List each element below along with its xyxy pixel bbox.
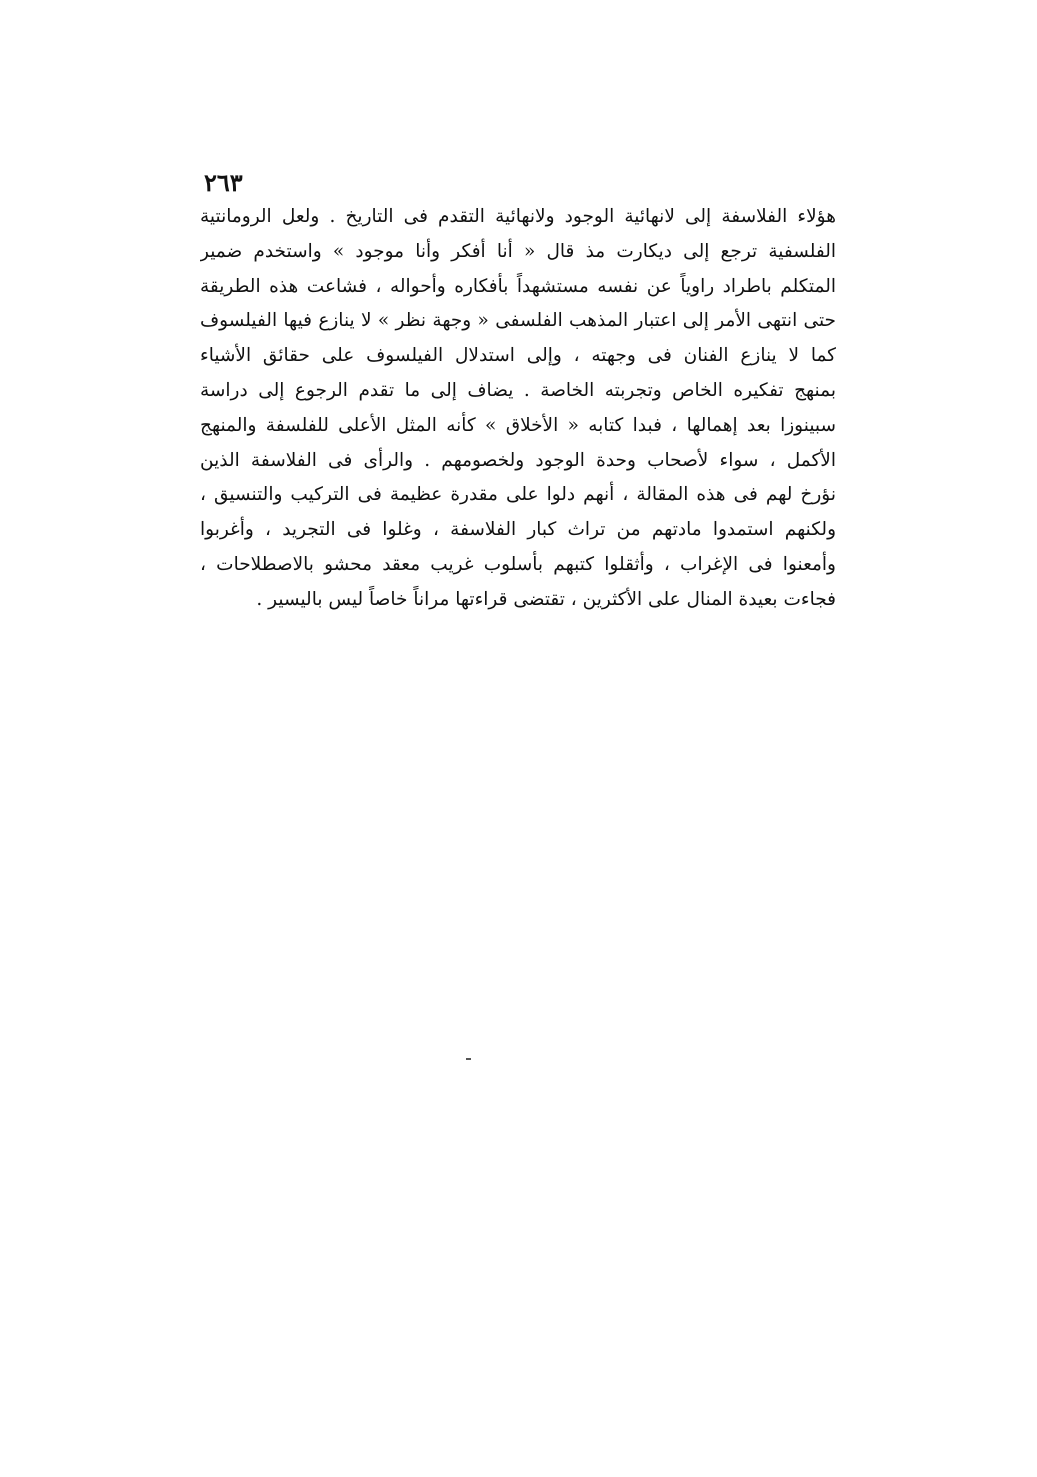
text-line: نؤرخ لهم فى هذه المقالة ، أنهم دلوا على مقدرة عظيمة فى التركيب والتنسيق ، [200,484,836,506]
text-line: فجاءت بعيدة المنال على الأكثرين ، تقتضى قراءتها مراناً خاصاً ليس باليسير . [256,588,836,610]
body-paragraph [200,200,836,618]
text-line: كما لا ينازع الفنان فى وجهته ، وإلى استدلال الفيلسوف على حقائق الأشياء [200,345,836,367]
text-line: وأمعنوا فى الإغراب ، وأثقلوا كتبهم بأسلوب غريب معقد محشو بالاصطلاحات ، [200,553,836,575]
text-line: حتى انتهى الأمر إلى اعتبار المذهب الفلسفى « وجهة نظر » لا ينازع فيها الفيلسوف [200,310,836,332]
text-line: سبينوزا بعد إهمالها ، فبدا كتابه « الأخلاق » كأنه المثل الأعلى للفلسفة والمنهج [200,414,836,436]
text-line: ولكنهم استمدوا مادتهم من تراث كبار الفلاسفة ، وغلوا فى التجريد ، وأغربوا [200,519,836,541]
text-line: الأكمل ، سواء لأصحاب وحدة الوجود ولخصومهم . والرأى فى الفلاسفة الذين [200,449,836,471]
page-number: ٢٦٣ [204,168,243,197]
scan-mark [466,1058,471,1060]
text-line: الفلسفية ترجع إلى ديكارت مذ قال « أنا أفكر وأنا موجود » واستخدم ضمير [200,240,836,262]
text-line: هؤلاء الفلاسفة إلى لانهائية الوجود ولانهائية التقدم فى التاريخ . ولعل الرومانتية [200,206,836,227]
text-line: بمنهج تفكيره الخاص وتجربته الخاصة . يضاف إلى ما تقدم الرجوع إلى دراسة [200,379,836,401]
text-line: المتكلم باطراد راوياً عن نفسه مستشهداً بأفكاره وأحواله ، فشاعت هذه الطريقة [200,275,836,297]
